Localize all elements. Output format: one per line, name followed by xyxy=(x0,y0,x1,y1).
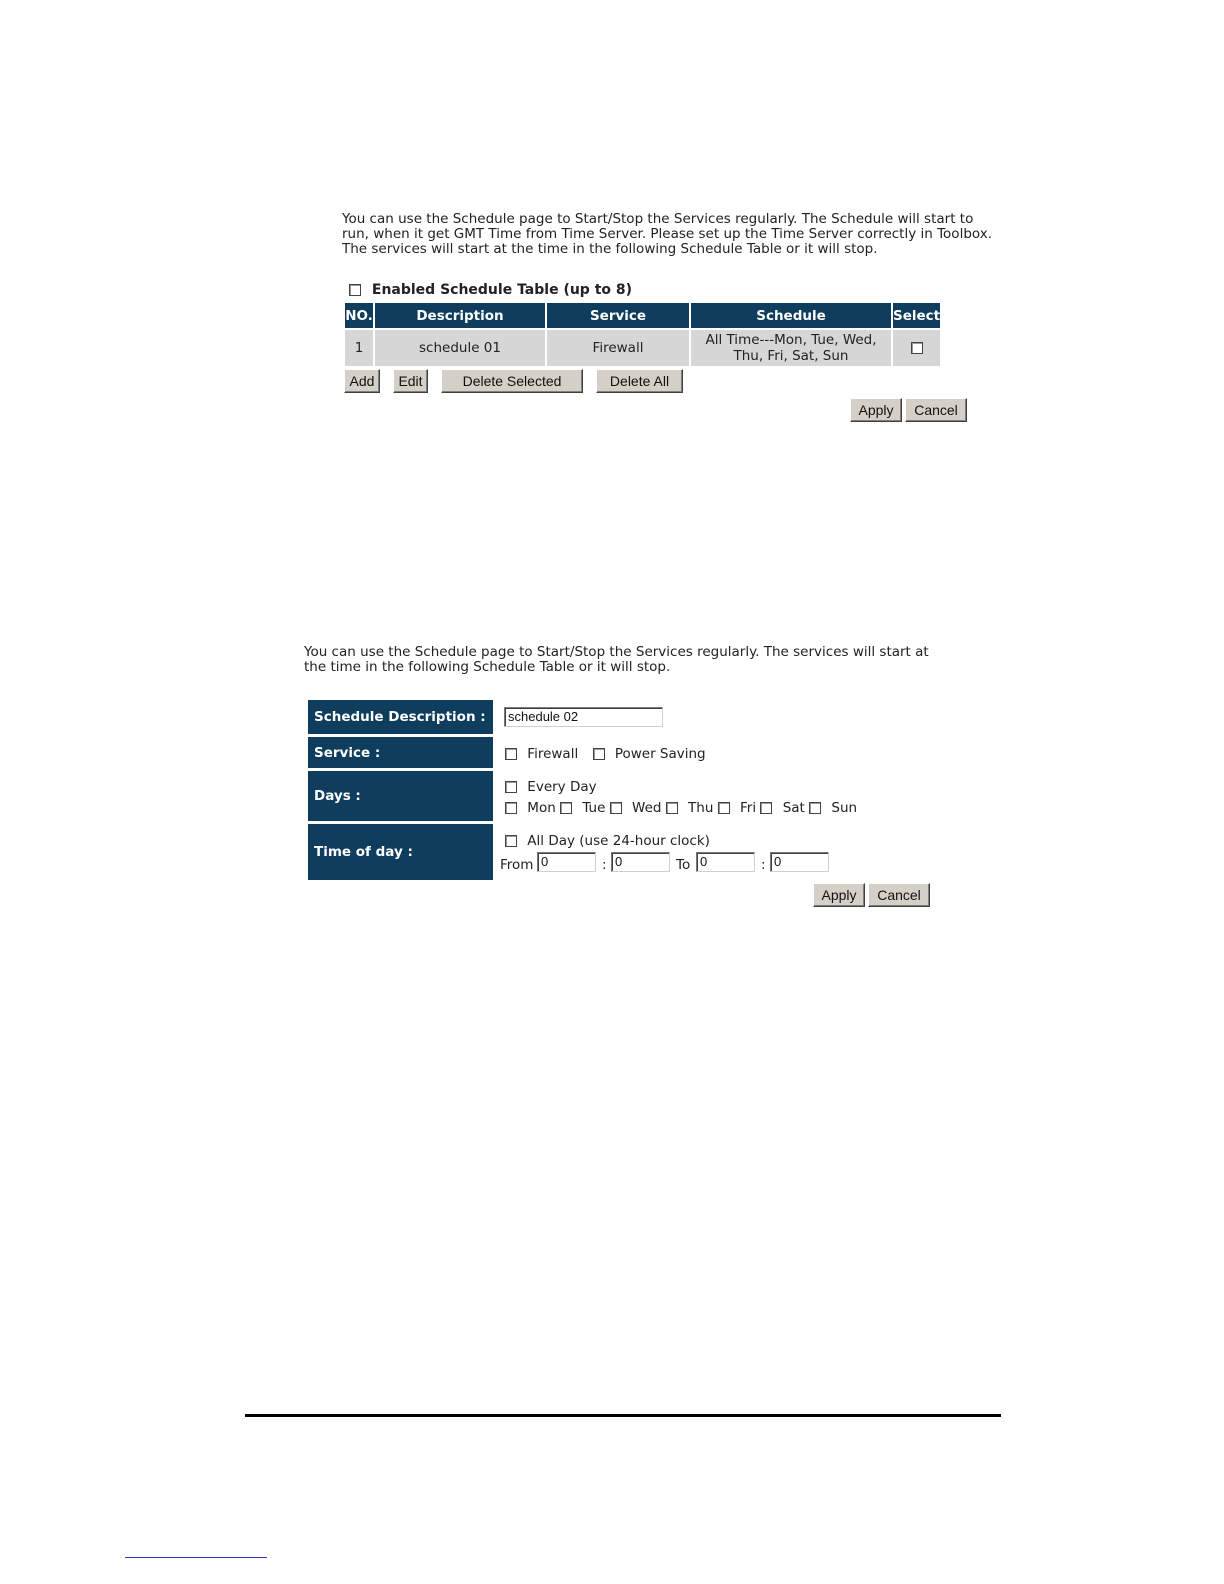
apply-button[interactable]: Apply xyxy=(850,398,902,422)
col-no: NO. xyxy=(345,303,373,328)
day-label-sun: Sun xyxy=(831,800,858,816)
col-description: Description xyxy=(375,303,545,328)
row-select-checkbox[interactable] xyxy=(911,342,923,354)
schedule-edit-intro xyxy=(304,645,929,675)
time-of-day-label: Time of day : xyxy=(308,824,493,880)
footer-link-underline xyxy=(125,1557,267,1558)
intro-line: You can use the Schedule page to Start/Stop the Services regularly. The services will start at xyxy=(304,644,929,660)
schedule-description-input[interactable]: schedule 02 xyxy=(504,707,663,727)
days-row xyxy=(505,800,857,816)
from-minute-input[interactable]: 0 xyxy=(611,852,670,872)
every-day-checkbox[interactable] xyxy=(505,781,517,793)
enable-schedule-row xyxy=(349,282,632,298)
intro-line: You can use the Schedule page to Start/Stop the Services regularly. The Schedule will start to xyxy=(342,211,974,227)
footer-rule xyxy=(245,1414,1001,1417)
day-checkbox-mon[interactable] xyxy=(505,802,517,814)
row-schedule xyxy=(691,330,891,366)
to-colon: : xyxy=(761,857,766,873)
day-checkbox-sun[interactable] xyxy=(809,802,821,814)
row-schedule-line: Thu, Fri, Sat, Sun xyxy=(733,348,849,364)
days-label: Days : xyxy=(308,771,493,821)
service-options xyxy=(505,746,706,762)
day-label-mon: Mon xyxy=(527,800,556,816)
day-label-thu: Thu xyxy=(688,800,714,816)
row-no: 1 xyxy=(345,330,373,366)
to-minute-input[interactable]: 0 xyxy=(770,852,829,872)
row-select xyxy=(893,330,940,366)
day-checkbox-thu[interactable] xyxy=(666,802,678,814)
row-description: schedule 01 xyxy=(375,330,545,366)
col-select: Select xyxy=(893,303,940,328)
edit-button[interactable]: Edit xyxy=(393,369,428,393)
cancel-button[interactable]: Cancel xyxy=(905,398,967,422)
delete-selected-button[interactable]: Delete Selected xyxy=(441,369,583,393)
power-saving-checkbox[interactable] xyxy=(593,748,605,760)
intro-line: The services will start at the time in the following Schedule Table or it will stop. xyxy=(342,241,878,257)
row-schedule-line: All Time---Mon, Tue, Wed, xyxy=(705,332,877,348)
all-day-checkbox[interactable] xyxy=(505,835,517,847)
table-row xyxy=(345,330,940,366)
firewall-checkbox[interactable] xyxy=(505,748,517,760)
day-checkbox-sat[interactable] xyxy=(760,802,772,814)
intro-line: run, when it get GMT Time from Time Server. Please set up the Time Server correctly in Toolbox. xyxy=(342,226,993,242)
col-schedule: Schedule xyxy=(691,303,891,328)
delete-all-button[interactable]: Delete All xyxy=(596,369,683,393)
edit-apply-button[interactable]: Apply xyxy=(813,883,865,907)
intro-line: the time in the following Schedule Table or it will stop. xyxy=(304,659,671,675)
day-label-tue: Tue xyxy=(582,800,606,816)
all-day-row xyxy=(505,833,710,849)
from-label: From xyxy=(500,857,534,873)
all-day-label: All Day (use 24-hour clock) xyxy=(527,833,710,849)
enable-schedule-label: Enabled Schedule Table (up to 8) xyxy=(371,282,633,298)
day-checkbox-wed[interactable] xyxy=(610,802,622,814)
row-service: Firewall xyxy=(547,330,689,366)
day-label-sat: Sat xyxy=(782,800,805,816)
schedule-description-label: Schedule Description : xyxy=(308,700,493,734)
firewall-label: Firewall xyxy=(527,746,579,762)
col-service: Service xyxy=(547,303,689,328)
from-hour-input[interactable]: 0 xyxy=(537,852,596,872)
every-day-row xyxy=(505,779,597,795)
to-label: To xyxy=(676,857,691,873)
schedule-table xyxy=(343,303,942,366)
service-label: Service : xyxy=(308,737,493,768)
day-checkbox-fri[interactable] xyxy=(718,802,730,814)
add-button[interactable]: Add xyxy=(344,369,380,393)
to-hour-input[interactable]: 0 xyxy=(696,852,755,872)
day-checkbox-tue[interactable] xyxy=(560,802,572,814)
table-header xyxy=(345,303,940,328)
edit-cancel-button[interactable]: Cancel xyxy=(868,883,930,907)
schedule-list-intro xyxy=(342,212,992,257)
from-colon: : xyxy=(602,857,607,873)
every-day-label: Every Day xyxy=(527,779,597,795)
day-label-wed: Wed xyxy=(632,800,662,816)
day-label-fri: Fri xyxy=(740,800,757,816)
enable-schedule-checkbox[interactable] xyxy=(349,284,361,296)
power-saving-label: Power Saving xyxy=(614,746,706,762)
